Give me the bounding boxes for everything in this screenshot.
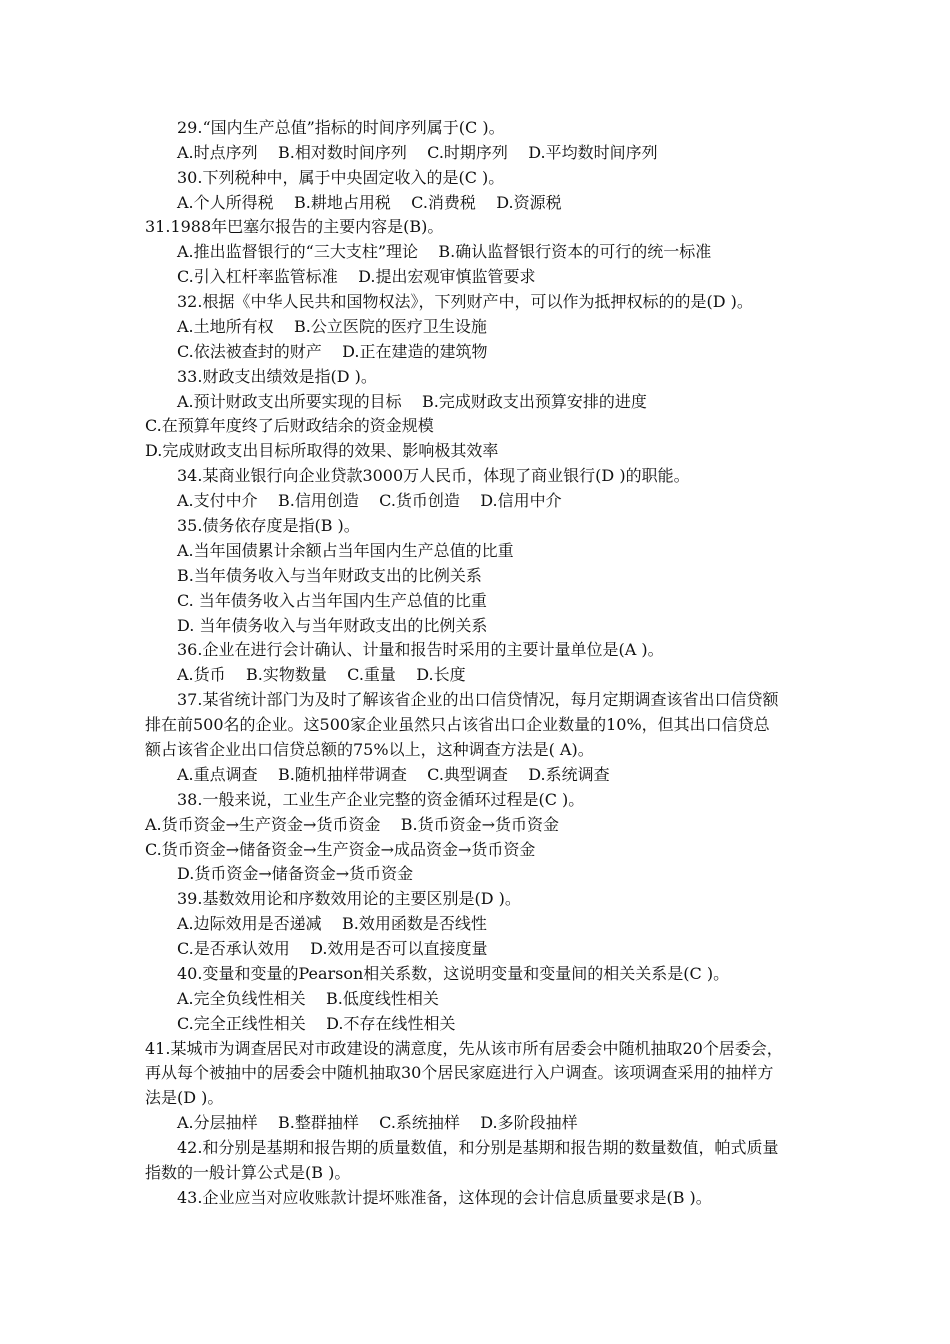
text-line: A.个人所得税 B.耕地占用税 C.消费税 D.资源税 <box>177 193 562 212</box>
text-line: 38.一般来说，工业生产企业完整的资金循环过程是(C )。 <box>177 790 585 809</box>
text-line: 31.1988年巴塞尔报告的主要内容是(B)。 <box>145 217 444 236</box>
text-line: D.货币资金→储备资金→货币资金 <box>177 864 414 883</box>
text-line: C.在预算年度终了后财政结余的资金规模 <box>145 416 434 435</box>
text-line: A.当年国债累计余额占当年国内生产总值的比重 <box>177 541 514 560</box>
text-line: 30.下列税种中，属于中央固定收入的是(C )。 <box>177 168 505 187</box>
text-line: A.边际效用是否递减 B.效用函数是否线性 <box>177 914 487 933</box>
text-line: 39.基数效用论和序数效用论的主要区别是(D )。 <box>177 889 521 908</box>
text-line: 额占该省企业出口信贷总额的75%以上，这种调查方法是( A)。 <box>145 740 594 759</box>
text-line: 37.某省统计部门为及时了解该省企业的出口信贷情况，每月定期调查该省出口信贷额 <box>177 690 779 709</box>
text-line: A.货币 B.实物数量 C.重量 D.长度 <box>177 665 466 684</box>
text-line: 43.企业应当对应收账款计提坏账准备，这体现的会计信息质量要求是(B )。 <box>177 1188 712 1207</box>
text-line: 34.某商业银行向企业贷款3000万人民币，体现了商业银行(D )的职能。 <box>177 466 690 485</box>
text-line: B.当年债务收入与当年财政支出的比例关系 <box>177 566 482 585</box>
text-line: 33.财政支出绩效是指(D )。 <box>177 367 377 386</box>
text-line: A.分层抽样 B.整群抽样 C.系统抽样 D.多阶段抽样 <box>177 1113 578 1132</box>
text-line: C.完全正线性相关 D.不存在线性相关 <box>177 1014 456 1033</box>
text-line: 32.根据《中华人民共和国物权法》，下列财产中，可以作为抵押权标的的是(D )。 <box>177 292 753 311</box>
text-line: 排在前500名的企业。这500家企业虽然只占该省出口企业数量的10%，但其出口信贷总 <box>145 715 770 734</box>
text-line: C. 当年债务收入占当年国内生产总值的比重 <box>177 591 487 610</box>
text-line: 35.债务依存度是指(B )。 <box>177 516 360 535</box>
text-line: A.推出监督银行的“三大支柱”理论 B.确认监督银行资本的可行的统一标准 <box>177 242 712 261</box>
text-line: A.支付中介 B.信用创造 C.货币创造 D.信用中介 <box>177 491 562 510</box>
text-line: A.货币资金→生产资金→货币资金 B.货币资金→货币资金 <box>145 815 560 834</box>
text-line: 29.“国内生产总值”指标的时间序列属于(C )。 <box>177 118 505 137</box>
text-line: D.完成财政支出目标所取得的效果、影响极其效率 <box>145 441 499 460</box>
text-line: C.货币资金→储备资金→生产资金→成品资金→货币资金 <box>145 840 536 859</box>
text-line: C.依法被查封的财产 D.正在建造的建筑物 <box>177 342 488 361</box>
text-line: 再从每个被抽中的居委会中随机抽取30个居民家庭进行入户调查。该项调查采用的抽样方 <box>145 1063 774 1082</box>
text-line: D. 当年债务收入与当年财政支出的比例关系 <box>177 616 488 635</box>
text-line: 42.和分别是基期和报告期的质量数值，和分别是基期和报告期的数量数值，帕式质量 <box>177 1138 779 1157</box>
text-line: C.引入杠杆率监管标准 D.提出宏观审慎监管要求 <box>177 267 536 286</box>
text-line: A.完全负线性相关 B.低度线性相关 <box>177 989 439 1008</box>
text-line: 指数的一般计算公式是(B )。 <box>145 1163 351 1182</box>
text-line: 41.某城市为调查居民对市政建设的满意度，先从该市所有居委会中随机抽取20个居委会， <box>145 1039 783 1058</box>
text-line: A.预计财政支出所要实现的目标 B.完成财政支出预算安排的进度 <box>177 392 647 411</box>
text-line: 法是(D )。 <box>145 1088 224 1107</box>
text-line: A.重点调查 B.随机抽样带调查 C.典型调查 D.系统调查 <box>177 765 610 784</box>
text-line: A.时点序列 B.相对数时间序列 C.时期序列 D.平均数时间序列 <box>177 143 658 162</box>
text-line: A.土地所有权 B.公立医院的医疗卫生设施 <box>177 317 487 336</box>
text-line: 40.变量和变量的Pearson相关系数，这说明变量和变量间的相关关系是(C )。 <box>177 964 730 983</box>
text-line: C.是否承认效用 D.效用是否可以直接度量 <box>177 939 488 958</box>
text-line: 36.企业在进行会计确认、计量和报告时采用的主要计量单位是(A )。 <box>177 640 664 659</box>
